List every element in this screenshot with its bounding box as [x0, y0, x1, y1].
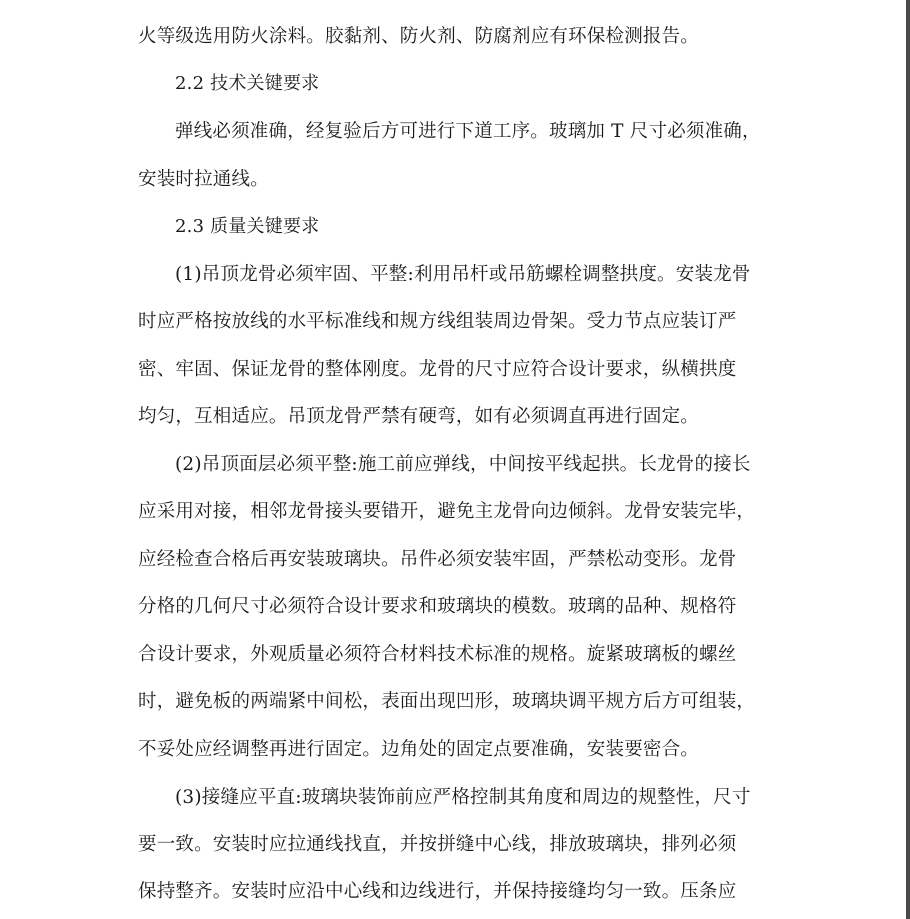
- paragraph-line: 火等级选用防火涂料。胶黏剂、防火剂、防腐剂应有环保检测报告。: [138, 26, 700, 47]
- section-heading: 2.2 技术关键要求: [175, 73, 320, 94]
- paragraph-line: 保持整齐。安装时应沿中心线和边线进行，并保持接缝均匀一致。压条应: [138, 881, 737, 902]
- paragraph-line: 应经检查合格后再安装玻璃块。吊件必须安装牢固，严禁松动变形。龙骨: [138, 549, 737, 570]
- paragraph-line: 分格的几何尺寸必须符合设计要求和玻璃块的模数。玻璃的品种、规格符: [138, 596, 737, 617]
- scroll-edge: [906, 0, 910, 919]
- paragraph-line: 要一致。安装时应拉通线找直，并按拼缝中心线，排放玻璃块，排列必须: [138, 834, 737, 855]
- paragraph-line: (1)吊顶龙骨必须牢固、平整:利用吊杆或吊筋螺栓调整拱度。安装龙骨: [175, 264, 751, 285]
- paragraph-line: 时，避免板的两端紧中间松，表面出现凹形，玻璃块调平规方后方可组装，: [138, 691, 756, 712]
- paragraph-line: (2)吊顶面层必须平整:施工前应弹线，中间按平线起拱。长龙骨的接长: [175, 454, 751, 475]
- paragraph-line: 弹线必须准确，经复验后方可进行下道工序。玻璃加 T 尺寸必须准确，: [175, 121, 761, 142]
- paragraph-line: 时应严格按放线的水平标准线和规方线组装周边骨架。受力节点应装订严: [138, 311, 737, 332]
- paragraph-line: 应采用对接，相邻龙骨接头要错开，避免主龙骨向边倾斜。龙骨安装完毕，: [138, 501, 756, 522]
- paragraph-line: 均匀，互相适应。吊顶龙骨严禁有硬弯，如有必须调直再进行固定。: [138, 406, 700, 427]
- paragraph-line: (3)接缝应平直:玻璃块装饰前应严格控制其角度和周边的规整性，尺寸: [175, 787, 751, 808]
- paragraph-line: 不妥处应经调整再进行固定。边角处的固定点要准确，安装要密合。: [138, 739, 700, 760]
- paragraph-line: 密、牢固、保证龙骨的整体刚度。龙骨的尺寸应符合设计要求，纵横拱度: [138, 359, 737, 380]
- paragraph-line: 合设计要求，外观质量必须符合材料技术标准的规格。旋紧玻璃板的螺丝: [138, 644, 737, 665]
- paragraph-line: 安装时拉通线。: [138, 169, 269, 190]
- section-heading: 2.3 质量关键要求: [175, 216, 320, 237]
